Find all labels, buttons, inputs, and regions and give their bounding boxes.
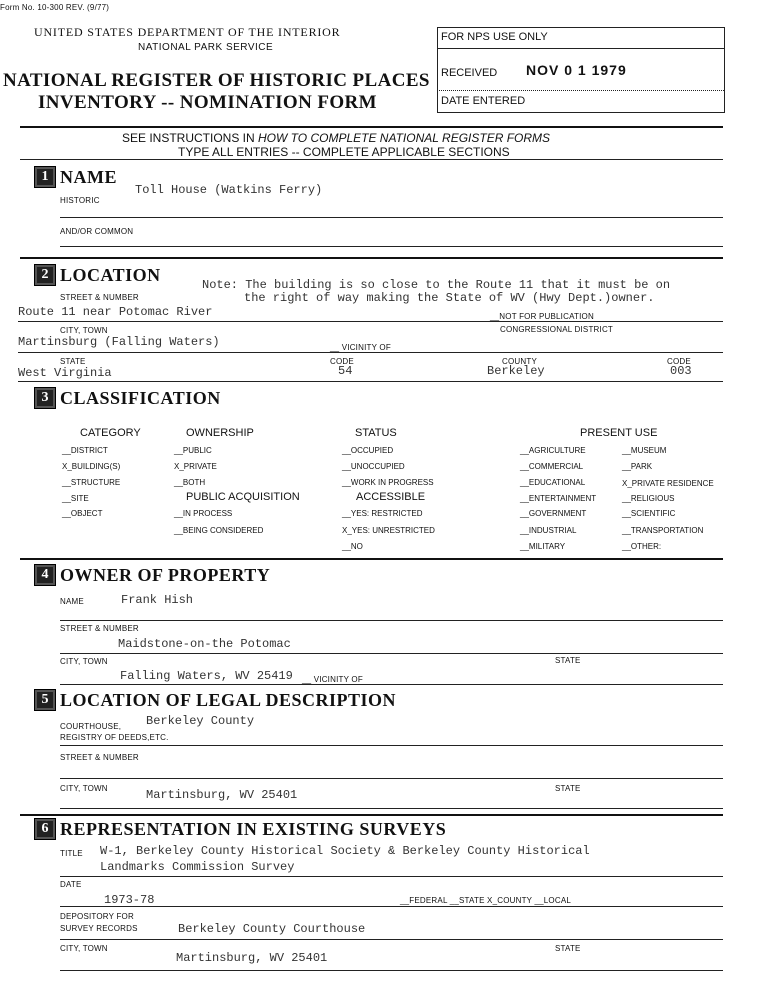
form-title-line2: INVENTORY -- NOMINATION FORM <box>38 92 377 113</box>
nps-box-heading: FOR NPS USE ONLY <box>441 31 548 43</box>
historic-name-value[interactable]: Toll House (Watkins Ferry) <box>135 183 323 197</box>
state-code-value[interactable]: 54 <box>338 364 353 378</box>
acquisition-being-considered[interactable]: __BEING CONSIDERED <box>174 526 264 535</box>
legal-city-label: CITY, TOWN <box>60 784 108 793</box>
category-site[interactable]: __SITE <box>62 494 89 503</box>
ownership-public[interactable]: __PUBLIC <box>174 446 212 455</box>
use-entertainment[interactable]: __ENTERTAINMENT <box>520 494 597 503</box>
section-number: 2 <box>34 264 56 286</box>
accessible-unrestricted[interactable]: X_YES: UNRESTRICTED <box>342 526 435 535</box>
owner-city-value[interactable]: Falling Waters, WV 25419 <box>120 669 293 683</box>
use-government[interactable]: __GOVERNMENT <box>520 509 587 518</box>
status-occupied[interactable]: __OCCUPIED <box>342 446 394 455</box>
courthouse-value[interactable]: Berkeley County <box>146 714 255 728</box>
county-label: COUNTY <box>502 357 537 366</box>
use-agriculture[interactable]: __AGRICULTURE <box>520 446 586 455</box>
use-commercial[interactable]: __COMMERCIAL <box>520 462 584 471</box>
city-town-label: CITY, TOWN <box>60 326 108 335</box>
legal-city-value[interactable]: Martinsburg, WV 25401 <box>146 788 298 802</box>
depository-label-line1: DEPOSITORY FOR <box>60 912 134 921</box>
survey-city-value[interactable]: Martinsburg, WV 25401 <box>176 951 328 965</box>
section-2-header <box>34 264 161 286</box>
legal-street-label: STREET & NUMBER <box>60 753 139 762</box>
use-industrial[interactable]: __INDUSTRIAL <box>520 526 577 535</box>
present-use-heading: PRESENT USE <box>580 427 658 439</box>
street-number-value[interactable]: Route 11 near Potomac River <box>18 305 213 319</box>
use-museum[interactable]: __MUSEUM <box>622 446 667 455</box>
use-transportation[interactable]: __TRANSPORTATION <box>622 526 704 535</box>
use-scientific[interactable]: __SCIENTIFIC <box>622 509 676 518</box>
depository-label-line2: SURVEY RECORDS <box>60 924 138 933</box>
congressional-district-label: CONGRESSIONAL DISTRICT <box>500 325 614 334</box>
survey-title-line2[interactable]: Landmarks Commission Survey <box>100 860 295 874</box>
owner-name-value[interactable]: Frank Hish <box>121 593 194 607</box>
vicinity-label: __ VICINITY OF <box>330 343 391 352</box>
survey-title-label: TITLE <box>60 849 83 858</box>
section-5-header <box>34 689 396 711</box>
acquisition-in-process[interactable]: __IN PROCESS <box>174 509 233 518</box>
historic-label: HISTORIC <box>60 196 100 205</box>
county-code-label: CODE <box>667 357 691 366</box>
form-title-line1: NATIONAL REGISTER OF HISTORIC PLACES <box>3 70 430 91</box>
section-6-header <box>34 818 446 840</box>
category-heading: CATEGORY <box>80 427 141 439</box>
section-title: OWNER OF PROPERTY <box>60 564 271 585</box>
owner-name-label: NAME <box>60 597 84 606</box>
section-number: 3 <box>34 387 56 409</box>
accessible-restricted[interactable]: __YES: RESTRICTED <box>342 509 423 518</box>
owner-city-label: CITY, TOWN <box>60 657 108 666</box>
depository-value[interactable]: Berkeley County Courthouse <box>178 922 366 936</box>
service-name: NATIONAL PARK SERVICE <box>138 42 274 53</box>
category-object[interactable]: __OBJECT <box>62 509 103 518</box>
section-3-header <box>34 387 221 409</box>
use-educational[interactable]: __EDUCATIONAL <box>520 478 586 487</box>
not-for-publication[interactable]: __NOT FOR PUBLICATION <box>490 312 594 321</box>
survey-date-value[interactable]: 1973-78 <box>104 893 155 907</box>
instructions-line2: TYPE ALL ENTRIES -- COMPLETE APPLICABLE SECTIONS <box>178 145 510 159</box>
section-title: CLASSIFICATION <box>60 387 221 408</box>
status-unoccupied[interactable]: __UNOCCUPIED <box>342 462 405 471</box>
state-code-label: CODE <box>330 357 354 366</box>
courthouse-label: COURTHOUSE, <box>60 722 122 731</box>
status-heading: STATUS <box>355 427 397 439</box>
survey-date-label: DATE <box>60 880 82 889</box>
city-town-value[interactable]: Martinsburg (Falling Waters) <box>18 335 220 349</box>
location-note-line1: Note: The building is so close to the Route 11 that it must be on <box>202 278 671 292</box>
date-entered-label: DATE ENTERED <box>441 95 526 107</box>
department-name: UNITED STATES DEPARTMENT OF THE INTERIOR <box>34 25 341 39</box>
survey-city-label: CITY, TOWN <box>60 944 108 953</box>
instructions-line1: SEE INSTRUCTIONS IN HOW TO COMPLETE NATIONAL REGISTER FORMS <box>122 131 551 145</box>
received-stamp: NOV 0 1 1979 <box>526 62 627 78</box>
status-work-in-progress[interactable]: __WORK IN PROGRESS <box>342 478 434 487</box>
use-private-residence[interactable]: X_PRIVATE RESIDENCE <box>622 479 714 488</box>
section-title: LOCATION <box>60 264 161 285</box>
section-number: 5 <box>34 689 56 711</box>
section-number: 1 <box>34 166 56 188</box>
owner-vicinity-label: __ VICINITY OF <box>302 675 363 684</box>
category-structure[interactable]: __STRUCTURE <box>62 478 121 487</box>
location-note-line2: the right of way making the State of WV (Hwy Dept.)owner. <box>244 291 655 305</box>
owner-street-value[interactable]: Maidstone-on-the Potomac <box>118 637 291 651</box>
accessible-heading: ACCESSIBLE <box>356 491 426 503</box>
state-label: STATE <box>60 357 86 366</box>
section-number: 4 <box>34 564 56 586</box>
section-title: LOCATION OF LEGAL DESCRIPTION <box>60 689 397 710</box>
section-number: 6 <box>34 818 56 840</box>
legal-state-label: STATE <box>555 784 581 793</box>
ownership-heading: OWNERSHIP <box>186 427 254 439</box>
registry-label: REGISTRY OF DEEDS,ETC. <box>60 733 169 742</box>
county-value[interactable]: Berkeley <box>487 364 545 378</box>
accessible-no[interactable]: __NO <box>342 542 363 551</box>
category-district[interactable]: __DISTRICT <box>62 446 108 455</box>
section-1-header <box>34 166 117 188</box>
state-value[interactable]: West Virginia <box>18 366 112 380</box>
ownership-both[interactable]: __BOTH <box>174 478 206 487</box>
received-label: RECEIVED <box>441 67 498 79</box>
form-number: Form No. 10-300 REV. (9/77) <box>0 3 110 12</box>
use-military[interactable]: __MILITARY <box>520 542 566 551</box>
public-acquisition-heading: PUBLIC ACQUISITION <box>186 491 300 503</box>
section-title: REPRESENTATION IN EXISTING SURVEYS <box>60 818 447 839</box>
ownership-private[interactable]: X_PRIVATE <box>174 462 217 471</box>
survey-title-line1[interactable]: W-1, Berkeley County Historical Society & Berkeley County Historical <box>100 844 590 858</box>
category-buildings[interactable]: X_BUILDING(S) <box>62 462 121 471</box>
use-park[interactable]: __PARK <box>622 462 653 471</box>
survey-level-options[interactable]: __FEDERAL __STATE X_COUNTY __LOCAL <box>400 896 572 905</box>
owner-state-label: STATE <box>555 656 581 665</box>
survey-state-label: STATE <box>555 944 581 953</box>
common-name-label: AND/OR COMMON <box>60 227 134 236</box>
use-religious[interactable]: __RELIGIOUS <box>622 494 675 503</box>
street-number-label: STREET & NUMBER <box>60 293 139 302</box>
owner-street-label: STREET & NUMBER <box>60 624 139 633</box>
county-code-value[interactable]: 003 <box>670 364 692 378</box>
use-other[interactable]: __OTHER: <box>622 542 662 551</box>
section-4-header <box>34 564 270 586</box>
section-title: NAME <box>60 166 117 187</box>
